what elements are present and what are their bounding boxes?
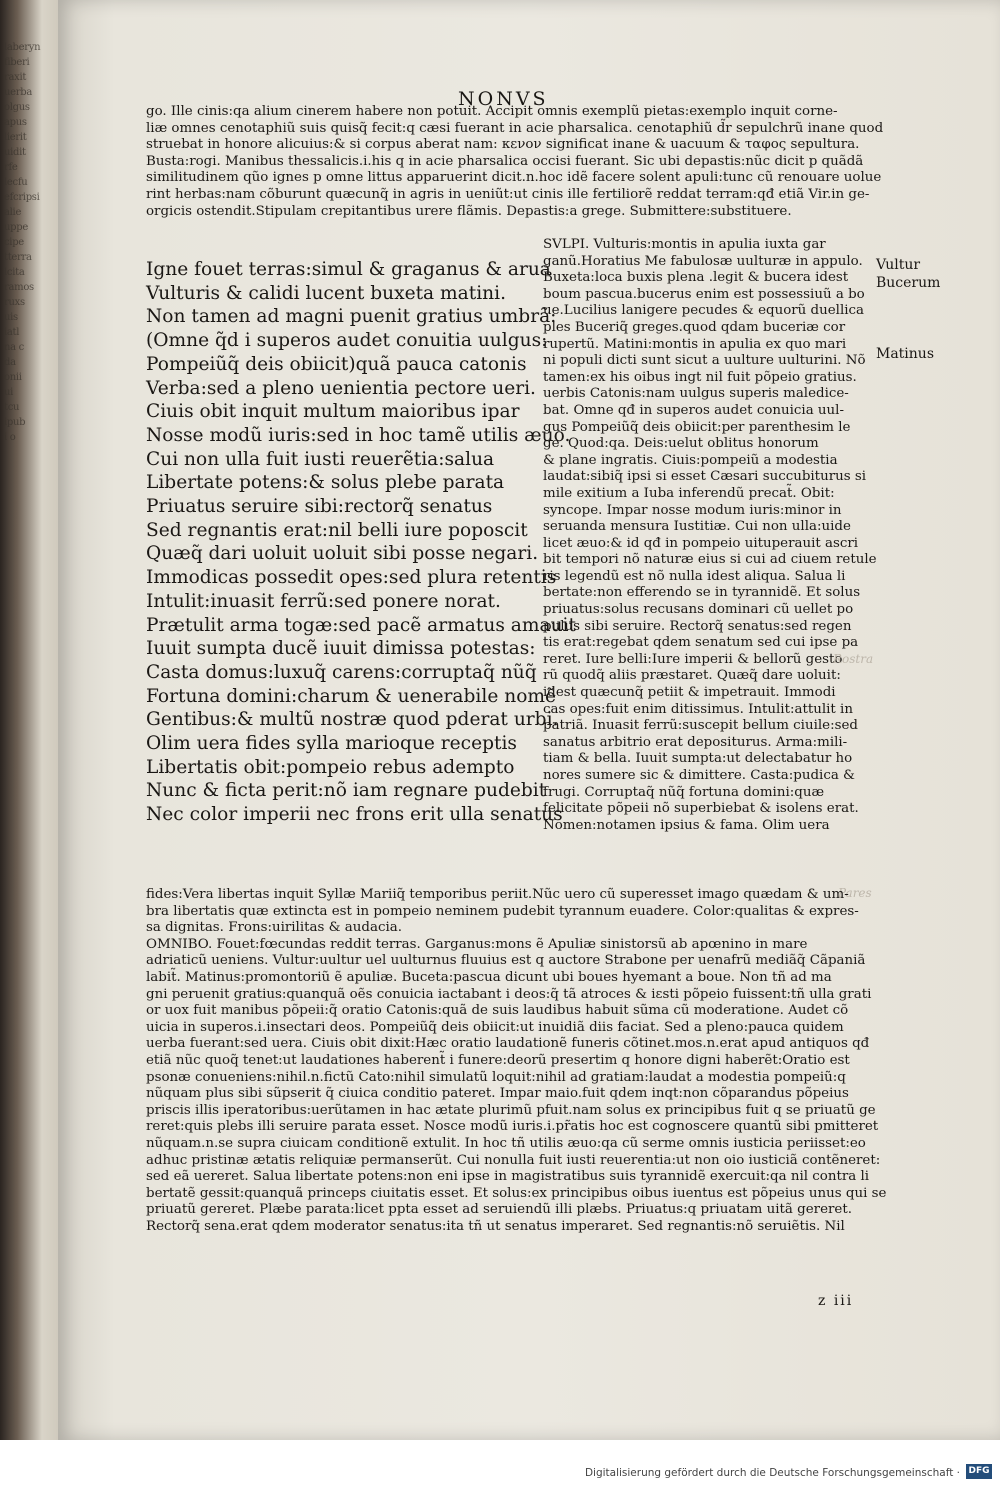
commentary-line: nũquam plus sibi sũpserit q̃ ciuica conditio pateret. Impar maio.fuit qdem inqt:non cõparandus põpeius [146,1086,849,1102]
commentary-line: OMNIBO. Fouet:fœcundas reddit terras. Garganus:mons ẽ Apuliæ sinistorsũ ab apœnino in mare [146,936,808,952]
commentary-line: reret. Iure belli:Iure imperii & bellorũ gesto [543,651,843,667]
verse-line: Fortuna domini:charum & uenerabile nomẽ [146,685,557,707]
verse-line: Quæq̃ dari uoluit uoluit sibi posse negari. [146,543,539,565]
commentary-line: liæ omnes cenotaphiũ suis quisq̃ fecit:q cæsi fuerant in acie pharsalica. cenotaphiũ d̃r sepulchrũ inane quod [146,120,884,136]
verse-line: Nosse modũ iuris:sed in hoc tamẽ utilis æuo. [146,424,571,446]
commentary-line: priuatus:solus recusans dominari cũ uellet po [543,602,854,618]
book-page [58,0,1000,1440]
commentary-line: bertate:non efferendo se in tyrannidẽ. Et solus [543,585,861,601]
commentary-line: similitudinem qũo ignes p omne littus apparuerint dicit.n.hoc idẽ facere solent apuli:tunc cũ renouare uolue [146,170,882,186]
commentary-line: ge. Quod:qa. Deis:uelut oblitus honorum [543,436,819,452]
commentary-line: nũquam.n.se supra ciuicam conditionẽ extulit. In hoc tñ utilis æuo:qa cũ serme omnis iusticia periisset:eo [146,1135,866,1151]
commentary-line: sa dignitas. Frons:uirilitas & audacia. [146,920,402,936]
commentary-line: patriã. Inuasit ferrũ:suscepit bellum ciuile:sed [543,718,858,734]
signature-mark: z iii [818,1293,854,1309]
verse-line: Igne fouet terras:simul & graganus & arua [146,259,551,280]
verse-line: Olim uera fides sylla marioque receptis [146,733,517,755]
commentary-line: adriaticũ ueniens. Vultur:uultur uel uulturnus fluuius est q auctore Strabone per uenafrũ mediãq̃ Cãpaniã [146,953,866,969]
commentary-line: ni populi dicti sunt sicut a uulture uulturini. Nõ [543,353,866,369]
commentary-line: bit tempori nõ naturæ eius si cui ad ciuem retule [543,552,877,568]
commentary-line: ris legendũ est nõ nulla idest aliqua. Salua li [543,568,846,584]
verse-line: (Omne q̃d i superos audet conuitia uulgus: [146,330,548,352]
verse-line: Nec color imperii nec frons erit ulla senatus [146,804,563,826]
commentary-line: mile exitium a Iuba inferendũ precat̃. Obit: [543,485,835,501]
commentary-line: gus Pompeiũq̃ deis obiicit:per parenthesim le [543,419,851,435]
verse-line: Ciuis obit inquit multum maioribus ipar [146,401,520,423]
commentary-line: uerba fuerant:sed uera. Ciuis obit dixit:Hæc oratio laudationẽ funeris cõtinet.mos.n.erat apud antiquos qđ [146,1036,870,1052]
running-head: NONVS [458,88,549,110]
commentary-line: rũ quodq̃ aliis præstaret. Quæq̃ dare uoluit: [543,668,841,684]
commentary-line: Nomen:notamen ipsius & fama. Olim uera [543,817,830,833]
commentary-line: idest quæcunq̃ petiit & impetrauit. Immodi [543,685,836,701]
commentary-line: SVLPI. Vulturis:montis in apulia iuxta gar [543,237,826,252]
commentary-line: syncope. Impar nosse modum iuris:minor in [543,502,842,518]
bottom-commentary [146,887,886,1235]
commentary-line: uerbis Catonis:nam uulgus superis maledice‑ [543,386,849,402]
commentary-line: gni peruenit gratius:quanquã oẽs conuicia iactabant i deos:q̃ tã atroces & iɛsti põpeio fuissent:tñ ulla grati [146,986,872,1002]
verse-line: Intulit:inuasit ferrũ:sed ponere norat. [146,590,501,612]
verse-line: Priuatus seruire sibi:rectorq̃ senatus [146,496,493,518]
commentary-line: rupertũ. Matini:montis in apulia ex quo mari [543,336,847,352]
bleed-through-text: laberyn fiberi raxit uerba olgus apus lierit uidit rfe lecfu efcripsi alie uppe cipe tterra lcita ramos ruxs uis iatl na c da onii ui tcu ipub i o [4,42,41,443]
verse-line: Cui non ulla fuit iusti reuerẽtia:salua [146,448,495,470]
commentary-line: laudat:sibiq̃ ipsi si esset Cæsari succubiturus si [543,469,866,485]
commentary-line: ples Buceriq̃ greges.quod qdam buceriæ cor [543,319,846,335]
footer-bar [0,1440,1000,1490]
verse-line: Verba:sed a pleno uenientia pectore ueri. [146,377,536,399]
top-commentary [146,104,884,220]
commentary-line: tamen:ex his oibus ingt nil fuit põpeio gratius. [543,369,857,385]
commentary-line: reret:quis plebs illi seruire parata esset. Nosce modũ iuris.i.pr̃atis hoc est cognoscere quantũ sibi pmitteret [146,1119,879,1135]
footer-credit: Digitalisierung gefördert durch die Deutsche Forschungsgemeinschaft · [584,1467,960,1479]
commentary-line: Buxeta:loca buxis plena .legit & bucera idest [543,270,849,286]
commentary-line: Rectorq̃ sena.erat qdem moderator senatus:ita tñ ut senatus imperaret. Sed regnantis:nõ seruiẽtis. Nil [146,1218,845,1234]
verse-line: Immodicas possedit opes:sed plura retentis [146,567,557,589]
commentary-line: orgicis ostendit.Stipulam crepitantibus urere flãmis. Depastis:a grege. Submittere:substituere. [146,203,792,219]
verse-line: Libertatis obit:pompeio rebus adempto [146,756,515,778]
commentary-line: priscis illis iperatoribus:uerũtamen in hac ætate plurimũ pfuit.nam solus ex principibus fuit q se priuatũ ge [146,1102,876,1118]
commentary-line: go. Ille cinis:qa alium cinerem habere non potuit. Accipit omnis exemplũ pietas:exemplo inquit corne‑ [146,104,838,119]
commentary-line: & plane ingratis. Ciuis:pompeiũ a modestia [543,452,838,468]
commentary-line: frugi. Corruptaq̃ nũq̃ fortuna domini:quæ [543,784,825,800]
commentary-line: bat. Omne qđ in superos audet conuicia uul‑ [543,402,844,418]
commentary-line: tiam & bella. Iuuit sumpta:ut delectabatur ho [543,751,853,767]
commentary-line: or uox fuit manibus põpeii:q̃ oratio Catonis:quã de suis laudibus habuit sũma cũ moderatione. Audet cõ [146,1003,849,1019]
commentary-line: tis erat:regebat qdem senatum sed cui ipse pa [543,635,859,651]
faint-bleed-note: Rostra [833,652,874,666]
commentary-line: etiã nũc quoq̃ tenet:ut laudationes haberent̃ i funere:deorũ presertim q honore digni haberẽt:Oratio est [146,1052,850,1068]
commentary-line: nores sumere sic & dimittere. Casta:pudica & [543,768,855,783]
commentary-line: Busta:rogi. Manibus thessalicis.i.his q in acie pharsalica occisi fuerant. Sic ubi depastis:nũc dicit p quãdã [146,153,864,169]
margin-note-vultur-bucerum [876,256,940,292]
commentary-line: struebat in honore alicuius:& si corpus aberat nam: κενον significat inane & uacuum & ταφος sepultura. [146,137,860,153]
verse-line: Gentibus:& multũ nostræ quod pderat urbi. [146,709,559,731]
commentary-line: rint herbas:nam cõburunt quæcunq̃ in agris in ueniũt:ut cinis ille fertiliorẽ reddat terram:qđ etiã Vir.in ge‑ [146,186,870,202]
margin-note: Vultur [876,257,921,273]
commentary-line: seruanda mensura Iustitiæ. Cui non ulla:uide [543,519,851,535]
margin-note: Matinus [876,346,935,362]
commentary-line: bertatẽ gessit:quanquã princeps ciuitatis esset. Et solus:ex principibus oibus iuentus est põpeius unus qui se [146,1185,887,1201]
commentary-line: sanatus arbitrio erat depositurus. Arma:mili‑ [543,734,848,750]
commentary-line: felicitate põpeii nõ superbiebat & isolens erat. [543,801,859,817]
verse-line: Pompeiũq̃ deis obiicit)quã pauca catonis [146,353,527,375]
commentary-line: uicia in superos.i.insectari deos. Pompeiũq̃ deis obiicit:ut inuidiã diis faciat. Sed a pleno:pauca quidem [146,1019,844,1035]
verse-line: Prætulit arma togæ:sed pacẽ armatus amauit [146,614,576,636]
verse-line: Vulturis & calidi lucent buxeta matini. [146,282,507,304]
commentary-line: psonæ conueniens:nihil.n.fictũ Cato:nihil simulatũ loquit:nihil ad gratiam:laudat a modestia pompeiũ:q [146,1069,846,1085]
commentary-line: labit̃. Matinus:promontoriũ ẽ apuliæ. Buceta:pascua dicunt ubi boues hyemant a boue. Non tñ ad ma [146,969,832,985]
margin-note-matinus [876,345,934,363]
commentary-line: boum pascua.bucerus enim est possessiuũ a bo [543,286,865,302]
commentary-line: ue.Lucilius lanigere pecudes & equorũ duellica [543,303,865,319]
commentary-line: bra libertatis quæ extincta est in pompeio neminem pudebit tyrannum euadere. Color:qualitas & expres‑ [146,903,859,919]
verse-text [146,258,576,827]
commentary-line: fides:Vera libertas inquit Syllæ Mariiq̃ temporibus periit.Nũc uero cũ superesset imago quædam & um‑ [146,887,849,902]
right-commentary [543,237,877,834]
commentary-line: ganũ.Horatius Me fabulosæ uulturæ in appulo. [543,253,863,269]
commentary-line: licet æuo:& id qđ in pompeio uituperauit ascri [543,535,859,551]
commentary-line: pulus sibi seruire. Rectorq̃ senatus:sed regen [543,618,852,634]
verse-line: Sed regnantis erat:nil belli iure poposcit [146,519,528,541]
faint-bleed-note: Pares [838,886,872,900]
verse-line: Libertate potens:& solus plebe parata [146,472,505,494]
commentary-line: priuatũ gereret. Plæbe parata:licet ppta esset ad seruiendũ illi plæbs. Priuatus:q priuatam uitã gereret. [146,1202,852,1218]
dfg-logo: DFG [966,1464,992,1479]
verse-line: Nunc & ficta perit:nõ iam regnare pudebit [146,780,547,802]
commentary-line: sed eã uereret. Salua libertate potens:non eni ipse in magistratibus suis tyrannidẽ exercuit:qa nil contra li [146,1169,870,1185]
commentary-line: cas opes:fuit enim ditissimus. Intulit:attulit in [543,701,853,717]
verse-line: Iuuit sumpta ducẽ iuuit dimissa potestas: [146,638,536,660]
commentary-line: adhuc pristinæ ætatis reliquiæ permanserũt. Cui nonulla fuit iusti reuerentia:ut non oio iusticiã contẽneret: [146,1152,881,1168]
verse-line: Non tamen ad magni puenit gratius umbrã: [146,306,557,328]
margin-note: Bucerum [876,275,941,291]
verse-line: Casta domus:luxuq̃ carens:corruptaq̃ nũq̃ [146,661,537,683]
